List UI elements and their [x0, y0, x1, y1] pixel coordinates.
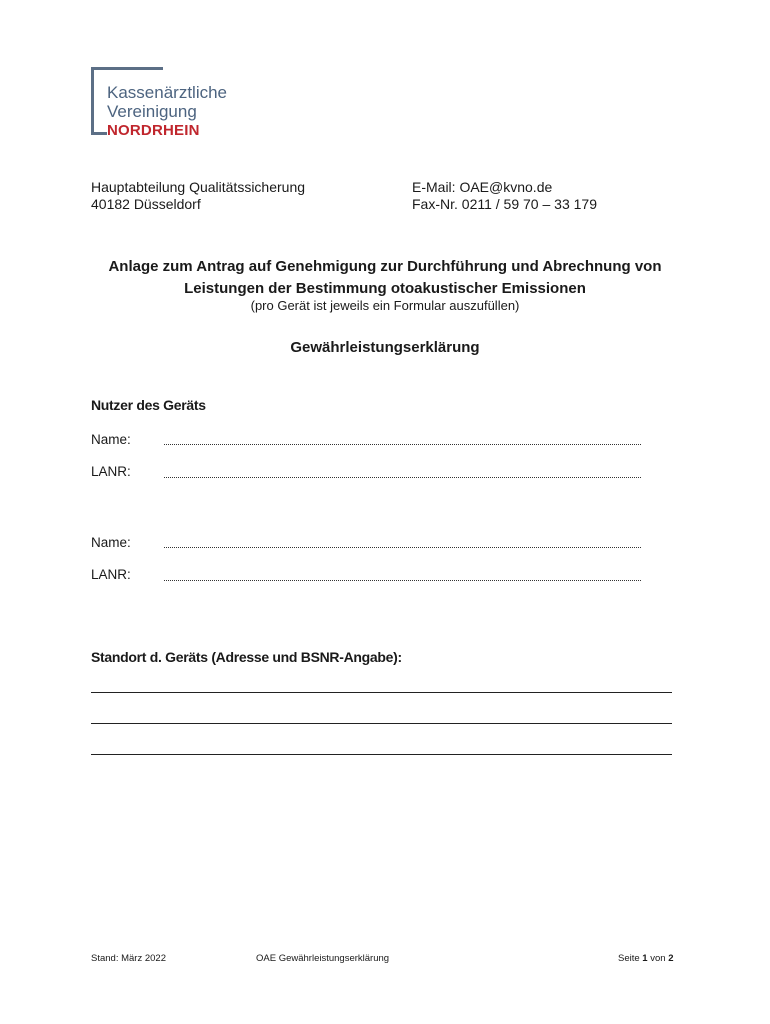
page-prefix: Seite [618, 953, 640, 964]
logo-line-2: Vereinigung [107, 102, 229, 121]
lanr-label-2: LANR: [91, 567, 131, 582]
users-section-label: Nutzer des Geräts [91, 397, 206, 413]
location-line-1[interactable] [91, 692, 672, 693]
location-line-3[interactable] [91, 754, 672, 755]
page-total: 2 [668, 953, 674, 964]
form-subtitle: (pro Gerät ist jeweils ein Formular auszufüllen) [250, 298, 520, 313]
contact-fax: Fax-Nr. 0211 / 59 70 – 33 179 [412, 196, 597, 212]
department-address [91, 179, 305, 213]
name-label-2: Name: [91, 535, 131, 550]
logo-line-3: NORDRHEIN [107, 121, 229, 140]
footer-page-number [618, 953, 674, 964]
department-name: Hauptabteilung Qualitätssicherung [91, 179, 306, 195]
logo-line-1: Kassenärztliche [107, 83, 228, 102]
name-label-1: Name: [91, 432, 131, 447]
lanr-label-1: LANR: [91, 464, 131, 479]
kvno-logo [91, 67, 251, 137]
name-field-2[interactable] [164, 547, 641, 548]
page-mid: von [650, 953, 666, 964]
form-title-line-1: Anlage zum Antrag auf Genehmigung zur Durchführung und Abrechnung von [108, 258, 662, 275]
lanr-field-2[interactable] [164, 580, 641, 581]
form-title-line-2: Leistungen der Bestimmung otoakustischer Emissionen [184, 280, 586, 297]
contact-email: E-Mail: OAE@kvno.de [412, 179, 553, 195]
logo-text [107, 83, 229, 140]
lanr-field-1[interactable] [164, 477, 641, 478]
form-heading: Gewährleistungserklärung [290, 339, 480, 356]
location-line-2[interactable] [91, 723, 672, 724]
department-city: 40182 Düsseldorf [91, 196, 201, 212]
form-title [60, 256, 710, 300]
page-current: 1 [642, 953, 648, 964]
name-field-1[interactable] [164, 444, 641, 445]
footer-doc-title: OAE Gewährleistungserklärung [256, 953, 390, 964]
footer-date: Stand: März 2022 [91, 953, 166, 964]
location-section-label: Standort d. Geräts (Adresse und BSNR-Angabe): [91, 649, 402, 665]
contact-info [412, 179, 597, 213]
